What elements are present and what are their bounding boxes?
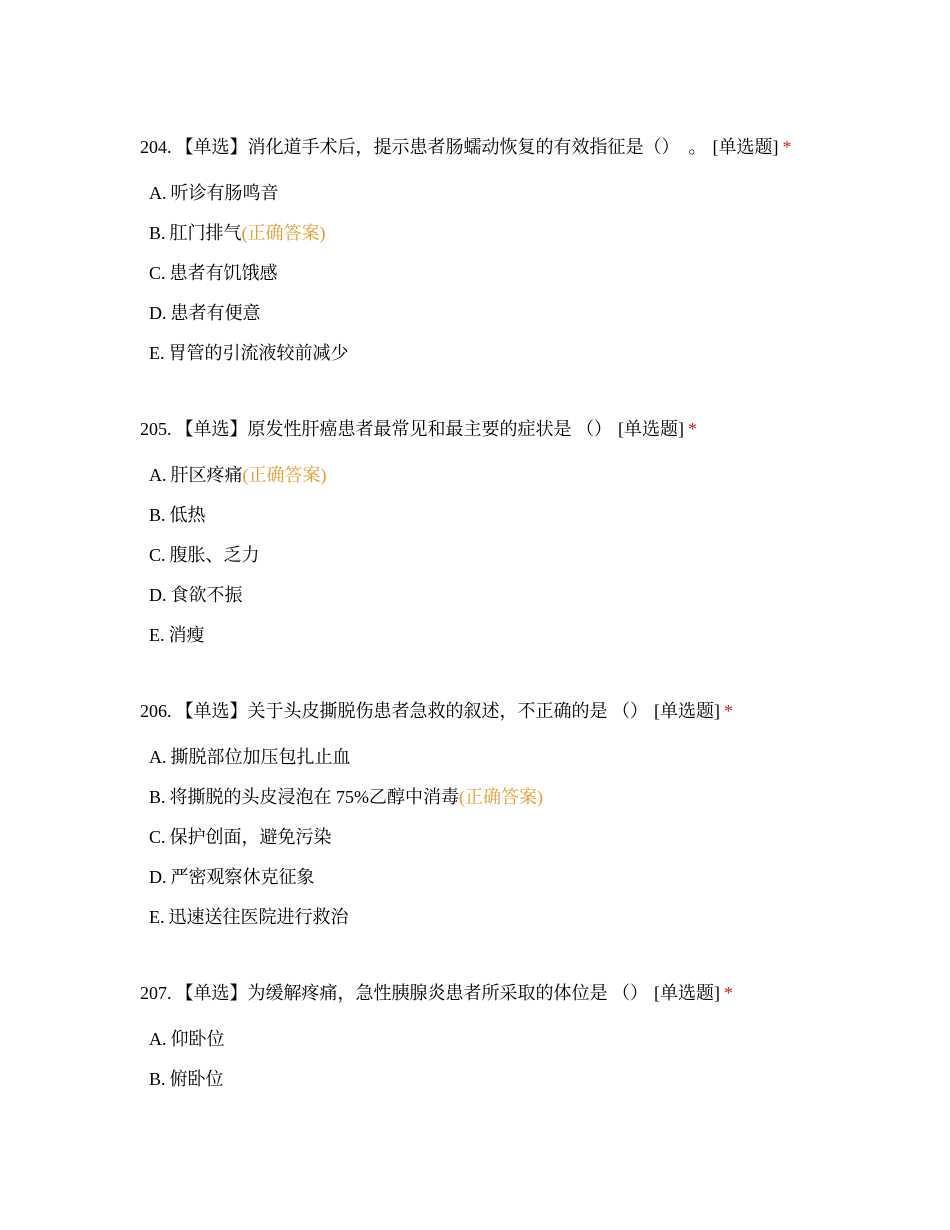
option-c[interactable] [149, 260, 920, 286]
option-text: 患者有便意 [170, 303, 261, 323]
option-letter: A. [149, 747, 167, 767]
option-letter: C. [149, 827, 166, 847]
option-a[interactable] [149, 744, 920, 770]
option-c[interactable] [149, 824, 920, 850]
option-letter: E. [149, 907, 165, 927]
option-letter: D. [149, 585, 167, 605]
option-text: 胃管的引流液较前减少 [168, 343, 349, 363]
question-title [140, 698, 920, 724]
option-text: 撕脱部位加压包扎止血 [170, 747, 351, 767]
option-e[interactable] [149, 340, 920, 366]
option-e[interactable] [149, 904, 920, 930]
option-letter: D. [149, 867, 167, 887]
option-list [140, 744, 920, 930]
option-letter: D. [149, 303, 167, 323]
option-letter: B. [149, 223, 166, 243]
option-text: 听诊有肠鸣音 [170, 183, 279, 203]
question-text: 【单选】消化道手术后，提示患者肠蠕动恢复的有效指征是（） 。 [175, 137, 707, 157]
option-letter: A. [149, 183, 167, 203]
option-letter: A. [149, 465, 167, 485]
option-text: 患者有饥饿感 [169, 263, 278, 283]
option-text: 食欲不振 [170, 585, 243, 605]
option-text: 保护创面，避免污染 [169, 827, 332, 847]
option-list [140, 462, 920, 648]
option-text: 肛门排气 [169, 223, 242, 243]
option-text: 消瘦 [168, 625, 205, 645]
option-letter: B. [149, 787, 166, 807]
required-mark: * [782, 137, 792, 157]
option-letter: C. [149, 545, 166, 565]
question-title [140, 416, 920, 442]
option-d[interactable] [149, 582, 920, 608]
option-d[interactable] [149, 300, 920, 326]
option-text: 严密观察休克征象 [170, 867, 315, 887]
question-text: 【单选】原发性肝癌患者最常见和最主要的症状是 （） [175, 419, 612, 439]
required-mark: * [688, 419, 697, 439]
option-letter: A. [149, 1029, 167, 1049]
option-d[interactable] [149, 864, 920, 890]
option-letter: B. [149, 1069, 166, 1089]
option-letter: E. [149, 343, 165, 363]
option-text: 肝区疼痛 [170, 465, 243, 485]
option-b[interactable] [149, 1066, 920, 1092]
option-a[interactable] [149, 180, 920, 206]
question-number: 206. [140, 701, 172, 721]
question-text: 【单选】关于头皮撕脱伤患者急救的叙述，不正确的是 （） [175, 701, 648, 721]
question-type-tag: [单选题] [654, 983, 720, 1003]
correct-answer-label: (正确答案) [241, 223, 326, 243]
question-type-tag: [单选题] [712, 137, 779, 157]
question-type-tag: [单选题] [654, 701, 720, 721]
option-text: 俯卧位 [169, 1069, 224, 1089]
question-number: 204. [140, 137, 172, 157]
option-a[interactable] [149, 1026, 920, 1052]
option-a[interactable] [149, 462, 920, 488]
question-204 [140, 134, 920, 380]
required-mark: * [724, 983, 733, 1003]
option-text: 仰卧位 [170, 1029, 225, 1049]
required-mark: * [724, 701, 733, 721]
question-206 [140, 698, 920, 944]
question-number: 207. [140, 983, 172, 1003]
option-b[interactable] [149, 502, 920, 528]
question-207 [140, 980, 920, 1106]
question-type-tag: [单选题] [618, 419, 684, 439]
option-list [140, 180, 920, 366]
correct-answer-label: (正确答案) [242, 465, 327, 485]
option-text: 将撕脱的头皮浸泡在 75%乙醇中消毒 [169, 787, 460, 807]
option-letter: B. [149, 505, 166, 525]
option-text: 腹胀、乏力 [169, 545, 260, 565]
option-e[interactable] [149, 622, 920, 648]
option-text: 迅速送往医院进行救治 [168, 907, 349, 927]
question-text: 【单选】为缓解疼痛，急性胰腺炎患者所采取的体位是 （） [175, 983, 648, 1003]
question-number: 205. [140, 419, 172, 439]
option-letter: C. [149, 263, 166, 283]
option-letter: E. [149, 625, 165, 645]
option-c[interactable] [149, 542, 920, 568]
option-b[interactable] [149, 220, 920, 246]
question-title [140, 980, 920, 1006]
question-title [140, 134, 920, 160]
option-b[interactable] [149, 784, 920, 810]
option-list [140, 1026, 920, 1092]
question-205 [140, 416, 920, 662]
correct-answer-label: (正确答案) [459, 787, 544, 807]
option-text: 低热 [169, 505, 206, 525]
